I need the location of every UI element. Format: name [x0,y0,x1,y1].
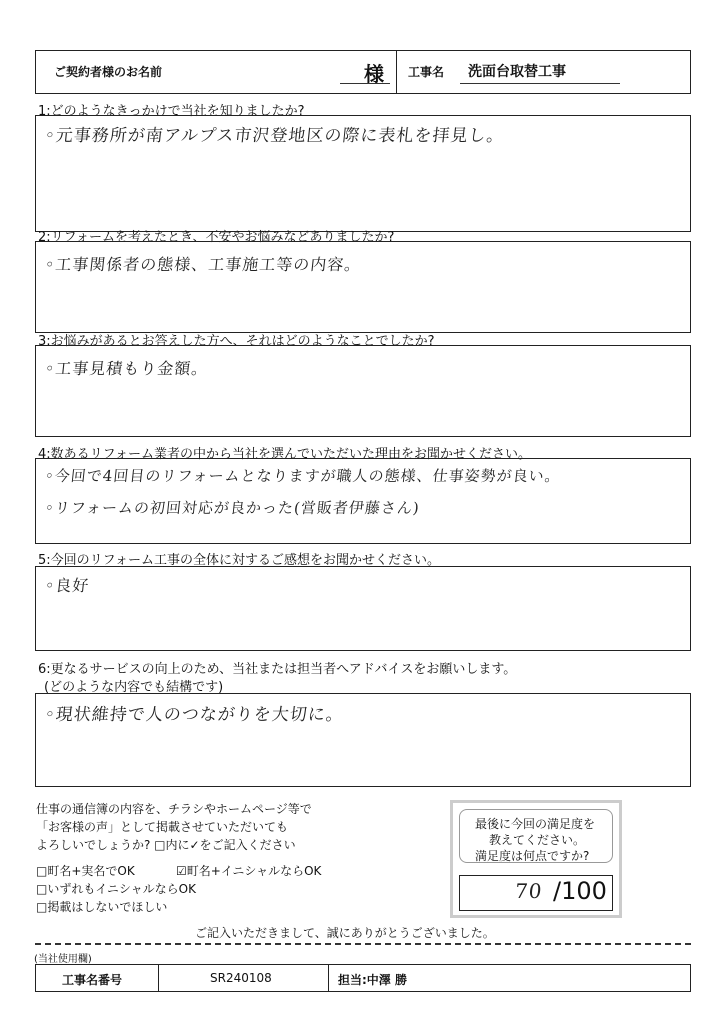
work-name-underline [460,83,620,84]
consent-intro-line-1: 仕事の通信簿の内容を、チラシやホームページ等で [36,802,312,816]
question-1-label: 1:どのようなきっかけで当社を知りましたか? [38,104,305,119]
staff-name: 担当:中澤 勝 [338,973,407,987]
work-name-value: 洗面台取替工事 [468,64,566,80]
question-3-answer-line-1: ◦工事見積もり金額。 [43,359,210,378]
question-2-label: 2:リフォームを考えたとき、不安やお悩みなどありましたか? [38,230,395,245]
satisfaction-prompt-line-1: 最後に今回の満足度を [475,817,596,831]
consent-intro-line-3: よろしいでしょうか? □内に✓をご記入ください [36,838,296,852]
work-number-label: 工事名番号 [62,973,123,987]
question-4-answer-line-2: ◦リフォームの初回対応が良かった(営販者伊藤さん) [44,499,421,517]
question-4-label: 4:数あるリフォーム業者の中から当社を選んでいただいた理由をお聞かせください。 [38,447,532,462]
sama-label: 様 [364,62,384,86]
question-6-label: 6:更なるサービスの向上のため、当社または担当者へアドバイスをお願いします。 [38,662,517,677]
question-2-answer-line-1: ◦工事関係者の態様、工事施工等の内容。 [43,255,363,274]
thanks-message: ご記入いただきまして、誠にありがとうございました。 [195,926,495,940]
question-1-answer-line-1: ◦元事務所が南アルプス市沢登地区の際に表札を拝見し。 [43,126,506,146]
consent-option-real-name[interactable]: □町名+実名でOK [36,864,135,878]
satisfaction-score: 70 [513,879,544,903]
satisfaction-max: /100 [553,877,607,905]
consent-intro-line-2: 「お客様の声」として掲載させていただいても [36,820,289,834]
consent-option-initials-town[interactable]: ☑町名+イニシャルならOK [176,864,322,878]
question-3-label: 3:お悩みがあるとお答えした方へ、それはどのようなことでしたか? [38,334,435,349]
dashed-divider [35,943,691,945]
question-6-answer-line-1: ◦現状維持で人のつながりを大切に。 [43,705,345,725]
satisfaction-prompt-line-2: 教えてください。 [489,833,586,847]
satisfaction-prompt-line-3: 満足度は何点ですか? [475,849,590,863]
consent-option-all-initials[interactable]: □いずれもイニシャルならOK [36,882,196,896]
question-6-sublabel: (どのような内容でも結構です) [44,680,224,695]
work-number-value: SR240108 [210,971,272,985]
consent-option-no-publish[interactable]: □掲載はしないでほしい [36,900,168,914]
satisfaction-panel [450,800,622,918]
office-use-label: (当社使用欄) [34,954,92,965]
question-5-label: 5:今回のリフォーム工事の全体に対するご感想をお聞かせください。 [38,553,441,568]
question-5-answer-line-1: ◦良好 [43,576,91,595]
question-5-answer-box [35,566,691,651]
customer-name-label: ご契約者様のお名前 [54,65,163,79]
work-name-label: 工事名 [408,65,445,79]
question-4-answer-line-1: ◦今回で4回目のリフォームとなりますが職人の態様、仕事姿勢が良い。 [44,467,562,485]
name-underline [340,83,390,84]
